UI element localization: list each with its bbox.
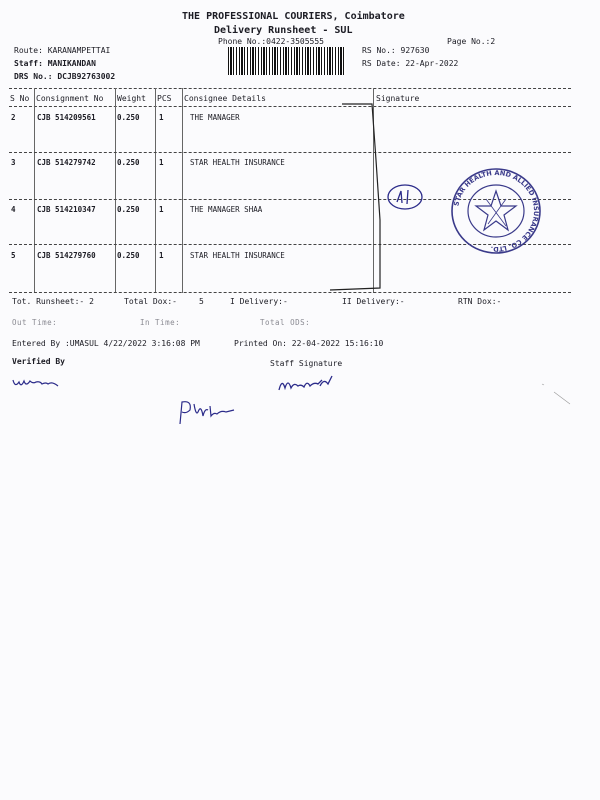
i-delivery: I Delivery:- (230, 297, 288, 306)
row-consignee: THE MANAGER SHAA (190, 205, 263, 214)
verified-by-label: Verified By (12, 357, 65, 366)
col-divider (182, 88, 183, 293)
scan-specks (540, 380, 580, 410)
row-sno: 2 (11, 113, 16, 122)
row-consignee: STAR HEALTH INSURANCE (190, 158, 285, 167)
verified-signature (10, 372, 70, 394)
row-weight: 0.250 (117, 205, 140, 214)
barcode (228, 47, 346, 75)
col-divider (34, 88, 35, 293)
table-bottom-rule (9, 292, 571, 293)
out-time: Out Time: (12, 318, 58, 327)
col-header-sno: S No (10, 94, 30, 103)
rtn-dox: RTN Dox:- (458, 297, 502, 306)
row-pcs: 1 (159, 251, 164, 260)
row-weight: 0.250 (117, 113, 140, 122)
row-consignment: CJB 514279742 (37, 158, 96, 167)
total-runsheet: Tot. Runsheet:- 2 (12, 297, 94, 306)
row-consignment: CJB 514209561 (37, 113, 96, 122)
rs-date: RS Date: 22-Apr-2022 (362, 59, 459, 68)
drs-number: DRS No.: DCJB92763002 (14, 72, 116, 81)
row-sno: 3 (11, 158, 16, 167)
col-header-pcs: PCS (157, 94, 172, 103)
ii-delivery: II Delivery:- (342, 297, 405, 306)
entered-by: Entered By :UMASUL 4/22/2022 3:16:08 PM (12, 339, 200, 348)
route: Route: KARANAMPETTAI (14, 46, 111, 55)
runsheet-subtitle: Delivery Runsheet - SUL (214, 25, 353, 36)
col-header-weight: Weight (117, 94, 146, 103)
handwritten-initials (174, 398, 244, 428)
rs-number: RS No.: 927630 (362, 46, 430, 55)
row-consignment: CJB 514279760 (37, 251, 96, 260)
staff-signature-label: Staff Signature (270, 359, 343, 368)
in-time: In Time: (140, 318, 181, 327)
row-weight: 0.250 (117, 158, 140, 167)
col-divider (115, 88, 116, 293)
company-seal-stamp (448, 166, 544, 256)
row-pcs: 1 (159, 158, 164, 167)
staff: Staff: MANIKANDAN (14, 59, 96, 68)
page-number: Page No.:2 (447, 37, 496, 46)
total-ods: Total ODS: (260, 318, 311, 327)
row-pcs: 1 (159, 113, 164, 122)
row-pcs: 1 (159, 205, 164, 214)
staff-signature (276, 372, 336, 396)
col-divider (155, 88, 156, 293)
phone-number: Phone No.:0422-3505555 (218, 37, 324, 46)
row-sno: 4 (11, 205, 16, 214)
row-sno: 5 (11, 251, 16, 260)
table-header-rule (9, 106, 571, 107)
circled-mark (385, 182, 425, 212)
svg-text:STAR HEALTH AND ALLIED INSURAN: STAR HEALTH AND ALLIED INSURANCE CO. LTD. (452, 168, 541, 254)
row-weight: 0.250 (117, 251, 140, 260)
total-dox-value: 5 (199, 297, 204, 306)
row-rule (9, 152, 571, 153)
col-header-consignment: Consignment No (36, 94, 104, 103)
printed-on: Printed On: 22-04-2022 15:16:10 (234, 339, 384, 348)
col-header-signature: Signature (376, 94, 420, 103)
table-top-rule (9, 88, 571, 89)
row-consignee: THE MANAGER (190, 113, 240, 122)
col-header-consignee: Consignee Details (184, 94, 266, 103)
row-consignee: STAR HEALTH INSURANCE (190, 251, 285, 260)
total-dox-label: Total Dox:- (124, 297, 177, 306)
row-consignment: CJB 514210347 (37, 205, 96, 214)
company-title: THE PROFESSIONAL COURIERS, Coimbatore (182, 11, 405, 22)
